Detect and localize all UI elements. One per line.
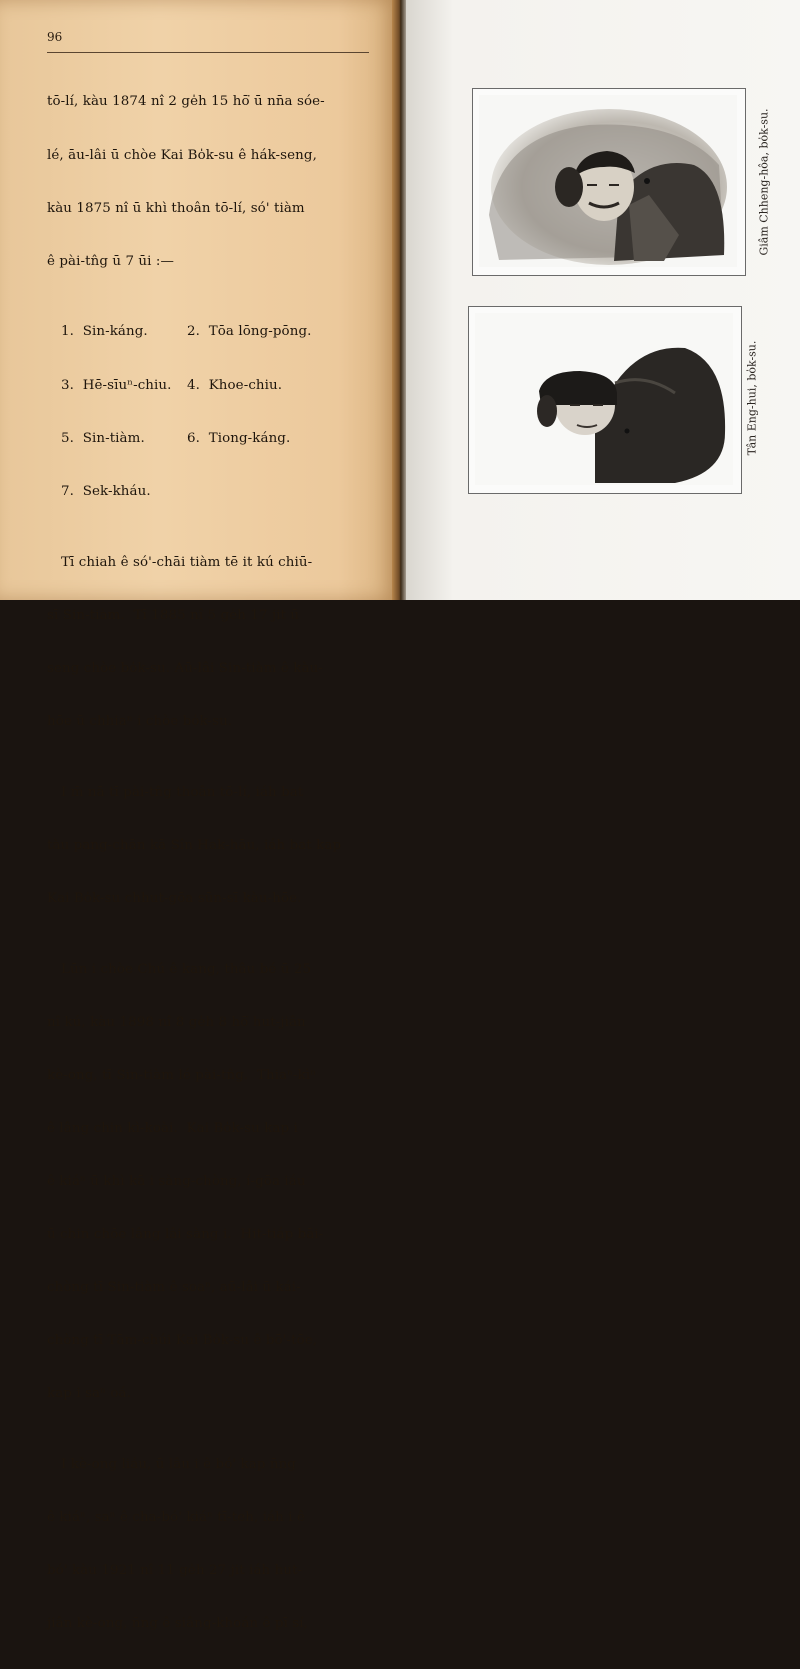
photo-caption-1: Giâm Chheng-hôa, bo̍k-su. (757, 108, 771, 256)
text-line: Lūn i chòe Chú ê kang, thâu bé ū 25 (61, 961, 312, 977)
text-line: ê lâng chin kì-koài. Kai Bo̍k-su kap i (47, 1120, 298, 1136)
text-line: ê kiáⁿ, saⁿ ê cha-bó' kiáⁿ tī-teh, iáh i ê (47, 1510, 306, 1526)
list-item: 2. Tōa lōng-pōng. (187, 324, 312, 340)
text-line: sī Sin-tiàm. Tī 1885 nî 5 ge̍h 17 jit ū (47, 607, 300, 623)
photo-caption-2: Tân Eng-hui, bo̍k-su. (745, 340, 759, 456)
page-number: 96 (47, 30, 63, 44)
list-item: 7. Sek-kháu. (61, 483, 151, 499)
text-line: nî kú, kàu 1898 nî 8 ge̍h 8 hō͘ hut-jiân (47, 1014, 306, 1030)
text-line: bó' kàu 1921 nî 11 ge̍h 27 jit iáh hut- (47, 1563, 303, 1579)
text-line: seng chòe bo̍k-su. Aū-lâi Sin-tiàm ê kàu- (47, 660, 323, 676)
text-line: lé, āu-lâi ū chòe Kai Bo̍k-su ê hák-seng, (47, 147, 317, 163)
left-page (0, 0, 398, 1632)
portrait-image (475, 313, 735, 487)
portrait-photo-1 (472, 88, 746, 276)
list-item: 1. Sin-káng. (61, 324, 148, 340)
text-line: kàu 1875 nî ū khì thoân tō-lí, só' tiàm (47, 200, 305, 216)
text-line: ê pài-tn̂g ū 7 ūi :— (47, 253, 174, 269)
text-line: chòng tī Sin-tiàm ê soaⁿ, aū-lâi ū kái- (47, 1280, 301, 1296)
list-item: 3. Hē-sīuⁿ-chiu. (61, 377, 172, 393)
portrait-image (479, 95, 739, 269)
page-text (47, 58, 373, 1669)
text-line: kap i saⁿ oá. (47, 1386, 131, 1402)
text-line: hōe ū chhiaⁿ i chòe bo̍k-su. (47, 713, 233, 729)
text-line: I kè-ong liáu, ū lâu i ê bó' kap n̄ng (61, 1457, 296, 1473)
church-list-row (47, 377, 373, 395)
man-portrait-icon (475, 313, 733, 485)
church-list-row (47, 323, 373, 341)
portrait-photo-2 (468, 306, 742, 494)
text-line: tō-lí, kàu 1874 nî 2 ge̍h 15 hō͘ ū nn̄a sóe- (47, 94, 325, 110)
text-line: I m̄ nā tī pài-tn̂g thoân tō-lí, iáh bat (61, 784, 304, 800)
list-item: 6. Tiong-káng. (187, 430, 291, 446)
text-line: chòng tī Tām-chúi Kai Bo̍k-su ê bō'-tōe, (47, 1333, 318, 1349)
text-line: jiân kè-ong, n̄ng ê siâng-khoán ê pī sí, (47, 1616, 309, 1632)
church-list-row (47, 483, 373, 501)
church-list-row (47, 430, 373, 448)
text-line: Kai Bo̍k-su chhut-gōa sūn-sī kàu-hōe. (47, 890, 302, 906)
text-line: ê kiáⁿ ū khì kā i sàng-chòng, í-gōa iáu (47, 1174, 306, 1189)
text-line: ū chin chōe lâng lâi sàng i. Hit-tiáp bāi- (47, 1227, 324, 1243)
text-line: kè-ong, tī Sin-tiàm lé pài-tn̂g. Thiaⁿ-kìⁿ (47, 1067, 317, 1083)
list-item: 5. Sin-tiàm. (61, 430, 145, 446)
list-item: 4. Khoe-chiu. (187, 377, 283, 393)
header-rule (47, 52, 369, 53)
text-line: tàu pang-chān kā Sîn Hak-hāu, iáh bat kap (47, 837, 342, 853)
man-portrait-icon (479, 95, 737, 267)
text-line: Tī chiah ê só'-chāi tiàm tē it kú chiū- (61, 554, 313, 570)
